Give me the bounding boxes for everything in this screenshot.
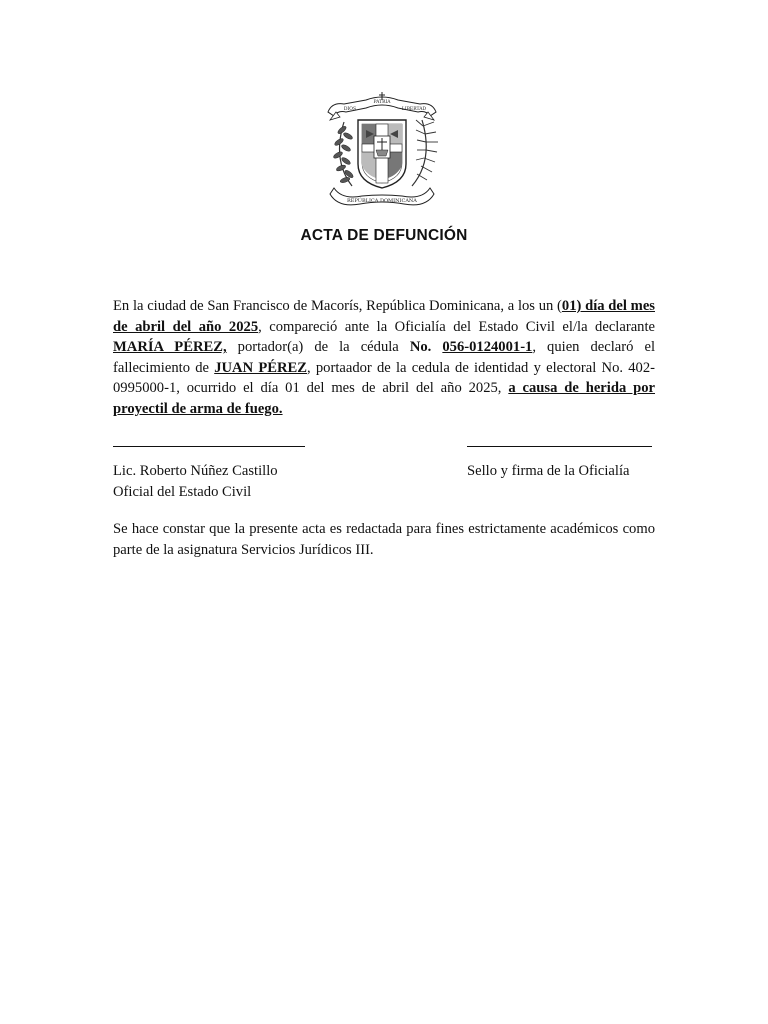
seal-signature-label: Sello y firma de la Oficialía [467, 463, 630, 479]
body-text-3: portador(a) de la cédula [226, 339, 410, 356]
seal-signature-block [467, 461, 630, 482]
official-title: Oficial del Estado Civil [113, 484, 252, 500]
declaration-paragraph [113, 296, 655, 420]
body-text-1: En la ciudad de San Francisco de Macorís, República Dominicana, a los un ( [113, 298, 562, 314]
official-signature-block [113, 461, 278, 503]
body-text-5: , quien declaró el fallecimiento de [113, 339, 656, 376]
declarant-name: MARÍA PÉREZ, [113, 339, 227, 356]
cedula-number-label: No. [409, 339, 432, 356]
body-text-4 [431, 339, 442, 355]
coat-of-arms-icon [322, 90, 442, 214]
body-text-2: , compareció ante la Oficialía del Estado Civil el/la declarante [258, 318, 656, 335]
seal-banner-text: REPÚBLICA DOMINICANA [347, 198, 417, 204]
signature-line-official [113, 446, 305, 447]
document-title: ACTA DE DEFUNCIÓN [300, 227, 468, 244]
deceased-name: JUAN PÉREZ [214, 359, 307, 376]
declaration-date: 01) día del mes de abril del año 2025 [113, 298, 655, 335]
body-text-6: , portaador de la cedula de identidad y electoral No. 402-0995000-1, ocurrido el día 01 del mes de abril del año 2025, [113, 359, 655, 397]
academic-disclaimer: Se hace constar que la presente acta es redactada para fines estrictamente académicos como parte de la asignatura Servicios Jurídicos III. [113, 521, 655, 558]
seal-motto-left: DIOS [343, 107, 357, 112]
official-name: Lic. Roberto Núñez Castillo [113, 463, 278, 479]
cause-of-death: a causa de herida por proyectil de arma de fuego. [113, 380, 655, 417]
seal-motto-center: PATRIA [373, 100, 391, 105]
declarant-cedula: 056-0124001-1 [442, 339, 533, 356]
signature-line-seal [467, 446, 652, 447]
seal-motto-right: LIBERTAD [401, 107, 427, 112]
